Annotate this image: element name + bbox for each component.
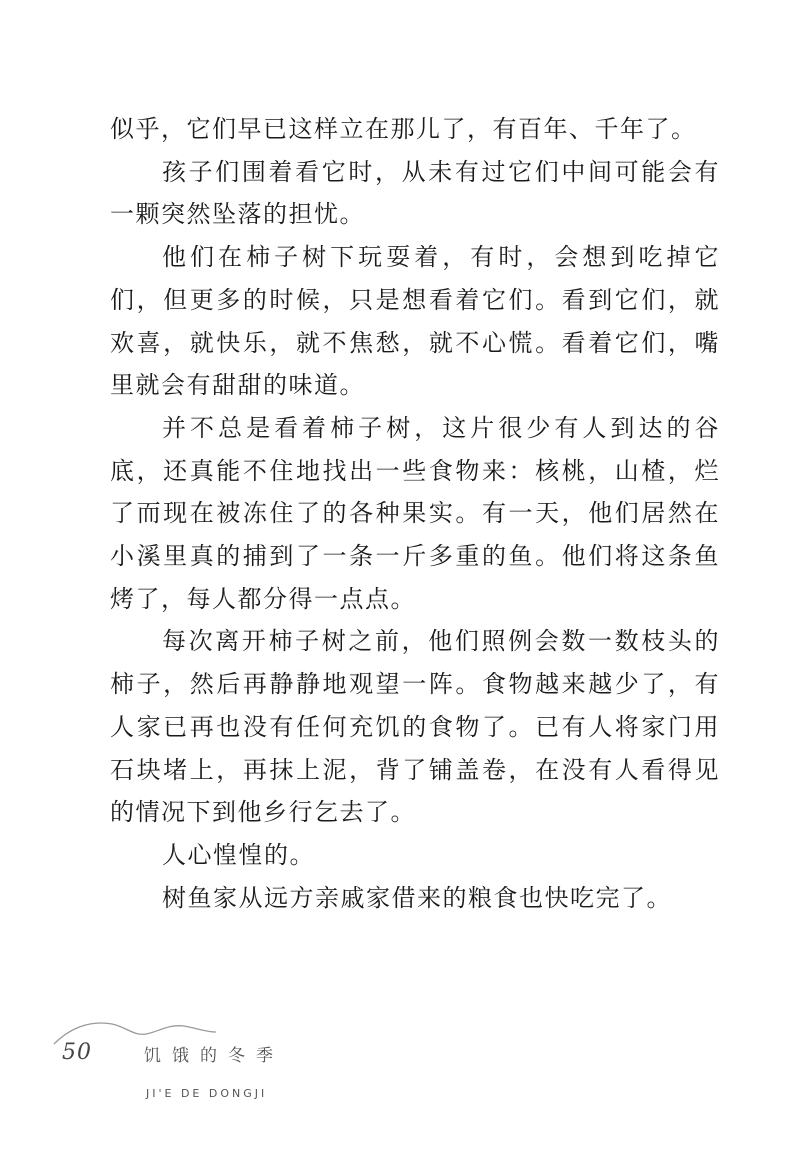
paragraph: 树鱼家从远方亲戚家借来的粮食也快吃完了。 (162, 883, 672, 912)
paragraph: 并不总是看着柿子树，这片很少有人到达的谷底，还真能不住地找出一些食物来：核桃，山楂，烂了而现在被冻住了的各种果实。有一天，他们居然在小溪里真的捕到了一条一斤多重的鱼。他们将这条鱼烤了，每人都分得一点点。 (110, 413, 720, 613)
paragraph: 每次离开柿子树之前，他们照例会数一数枝头的柿子，然后再静静地观望一阵。食物越来越少了，有人家已再也没有任何充饥的食物了。已有人将家门用石块堵上，再抹上泥，背了铺盖卷，在没有人看得见的情况下到他乡行乞去了。 (110, 627, 720, 827)
paragraph: 人心惶惶的。 (162, 840, 315, 869)
page-number: 50 (62, 1040, 92, 1065)
body-text (110, 108, 720, 919)
paragraph: 他们在柿子树下玩耍着，有时，会想到吃掉它们，但更多的时候，只是想看着它们。看到它们，就欢喜，就快乐，就不焦愁，就不心慌。看着它们，嘴里就会有甜甜的味道。 (110, 243, 720, 400)
paragraph: 似乎，它们早已这样立在那儿了，有百年、千年了。 (110, 115, 697, 143)
book-title-pinyin: JI'E DE DONGJI (146, 1087, 268, 1100)
page-footer (50, 1010, 370, 1130)
book-title: 饥饿的冬季 (144, 1046, 284, 1066)
paragraph: 孩子们围着看它时，从未有过它们中间可能会有一颗突然坠落的担忧。 (110, 157, 720, 229)
